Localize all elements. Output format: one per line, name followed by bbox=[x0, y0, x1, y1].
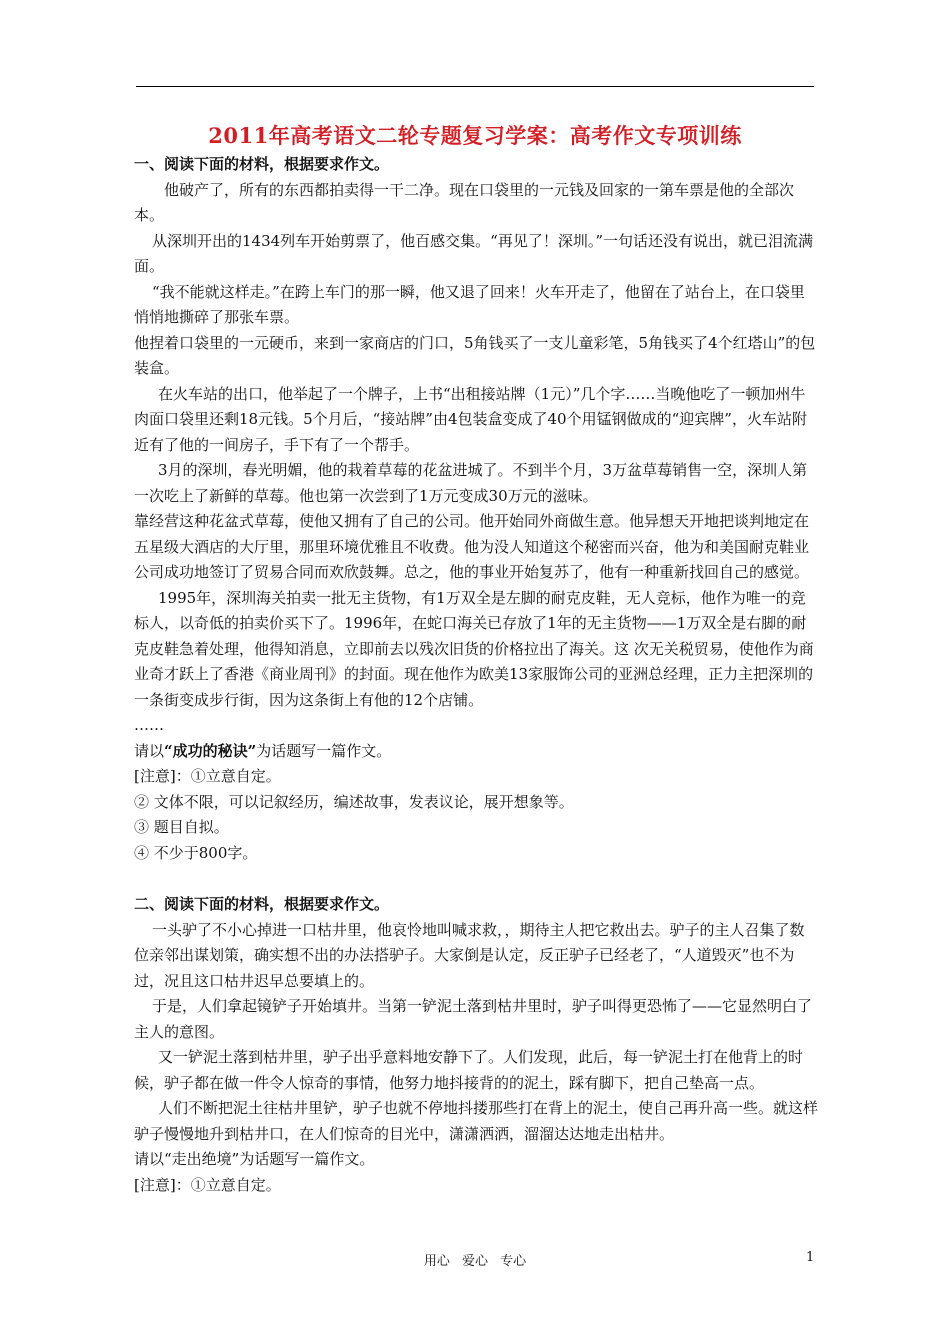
note-item: ③ 题目自拟。 bbox=[134, 818, 229, 836]
section-1-paragraph: 在火车站的出口，他举起了一个牌子，上书“出租接站牌（1元）”几个字……当晚他吃了一顿加州牛肉面口袋里还剩18元钱。5个月后，“接站牌”由4包装盒变成了40个用锰钢做成的“迎宾牌”，火车站附近有了他的一间房子，手下有了一个帮手。 bbox=[134, 384, 807, 454]
section-1-paragraph: 1995年，深圳海关拍卖一批无主货物，有1万双全是左脚的耐克皮鞋，无人竞标，他作为唯一的竞标人，以奇低的拍卖价买下了。1996年，在蛇口海关已存放了1年的无主货物——1万双全是右脚的耐克皮鞋急着处理，他得知消息，立即前去以残次旧货的价格拉出了海关。这 次无关税贸易，使他作为商业奇才跃上了香港《商业周刊》的封面。现在他作为欧美13家服饰公司的亚洲总经理，正力主把深圳的一条街变成步行街，因为这条街上有他的12个店铺。 bbox=[134, 588, 814, 709]
section-1-paragraph: 他破产了，所有的东西都拍卖得一干二净。现在口袋里的一元钱及回家的一第车票是他的全部次本。 bbox=[134, 180, 795, 224]
section-2-paragraph: 于是，人们拿起镜铲子开始填井。当第一铲泥土落到枯井里时，驴子叫得更恐怖了——它显然明白了主人的意图。 bbox=[134, 997, 813, 1041]
note-item: ④ 不少于800字。 bbox=[134, 843, 258, 862]
header-rule bbox=[136, 86, 814, 87]
section-1-paragraph: 他捏着口袋里的一元硬币，来到一家商店的门口，5角钱买了一支儿童彩笔，5角钱买了4个红塔山”的包装盒。 bbox=[134, 333, 816, 377]
page-number: 1 bbox=[806, 1250, 815, 1265]
note-item: [注意]：①立意自定。 bbox=[134, 767, 281, 785]
section-spacer bbox=[134, 866, 818, 892]
section-1-paragraph: 3月的深圳，春光明媚，他的栽着草莓的花盆进城了。不到半个月，3万盆草莓销售一空，深圳人第一次吃上了新鲜的草莓。他也第一次尝到了1万元变成30万元的滋味。 bbox=[134, 461, 808, 505]
prompt-topic: “成功的秘诀” bbox=[164, 741, 257, 760]
prompt-suffix: 为话题写一篇作文。 bbox=[256, 741, 392, 760]
section-1-paragraph: “我不能就这样走。”在跨上车门的那一瞬，他又退了回来！火车开走了，他留在了站台上，在口袋里悄悄地撕碎了那张车票。 bbox=[134, 282, 805, 326]
document-body bbox=[134, 152, 818, 1198]
note-item: ② 文体不限，可以记叙经历，编述故事，发表议论，展开想象等。 bbox=[134, 792, 574, 811]
section-2-heading: 二、阅读下面的材料，根据要求作文。 bbox=[134, 895, 390, 913]
writing-prompt bbox=[134, 739, 818, 765]
prompt-prefix: 请以 bbox=[134, 741, 165, 760]
section-1-paragraph: 靠经营这种花盆式草莓，使他又拥有了自己的公司。他开始同外商做生意。他异想天开地把谈判地定在五星级大酒店的大厅里，那里环境优雅且不收费。他为没人知道这个秘密而兴奋，他为和美国耐克鞋业公司成功地签订了贸易合同而欢欣鼓舞。总之，他的事业开始复苏了，他有一种重新找回自己的感觉。 bbox=[134, 512, 810, 581]
section-2-paragraph: 又一铲泥土落到枯井里，驴子出乎意料地安静下了。人们发现，此后，每一铲泥土打在他背上的时候，驴子都在做一件令人惊奇的事情，他努力地抖接背的的泥土，踩有脚下，把自己垫高一点。 bbox=[134, 1048, 804, 1092]
section-2-paragraph: 人们不断把泥土往枯井里铲，驴子也就不停地抖搂那些打在背上的泥土，使自己再升高一些。就这样驴子慢慢地升到枯井口，在人们惊奇的目光中，潇潇洒洒，溜溜达达地走出枯井。 bbox=[134, 1099, 819, 1143]
ellipsis-line: …… bbox=[134, 716, 164, 734]
section-2-paragraph: 一头驴了不小心掉进一口枯井里，他哀怜地叫喊求救，，期待主人把它救出去。驴子的主人召集了数位亲邻出谋划策，确实想不出的办法搭驴子。大家倒是认定，反正驴子已经老了，“人道毁灭”也不为过，况且这口枯井迟早总要填上的。 bbox=[134, 920, 805, 990]
section-1-heading: 一、阅读下面的材料，根据要求作文。 bbox=[134, 155, 390, 173]
note-item: [注意]：①立意自定。 bbox=[134, 1175, 281, 1194]
page-footer: 用心 爱心 专心 bbox=[423, 1254, 527, 1269]
writing-prompt: 请以“走出绝境”为话题写一篇作文。 bbox=[134, 1150, 375, 1168]
section-1-paragraph: 从深圳开出的1434列车开始剪票了，他百感交集。“再见了！深圳。”一句话还没有说出，就已泪流满面。 bbox=[134, 231, 814, 275]
document-title: 2011年高考语文二轮专题复习学案：高考作文专项训练 bbox=[208, 123, 742, 148]
